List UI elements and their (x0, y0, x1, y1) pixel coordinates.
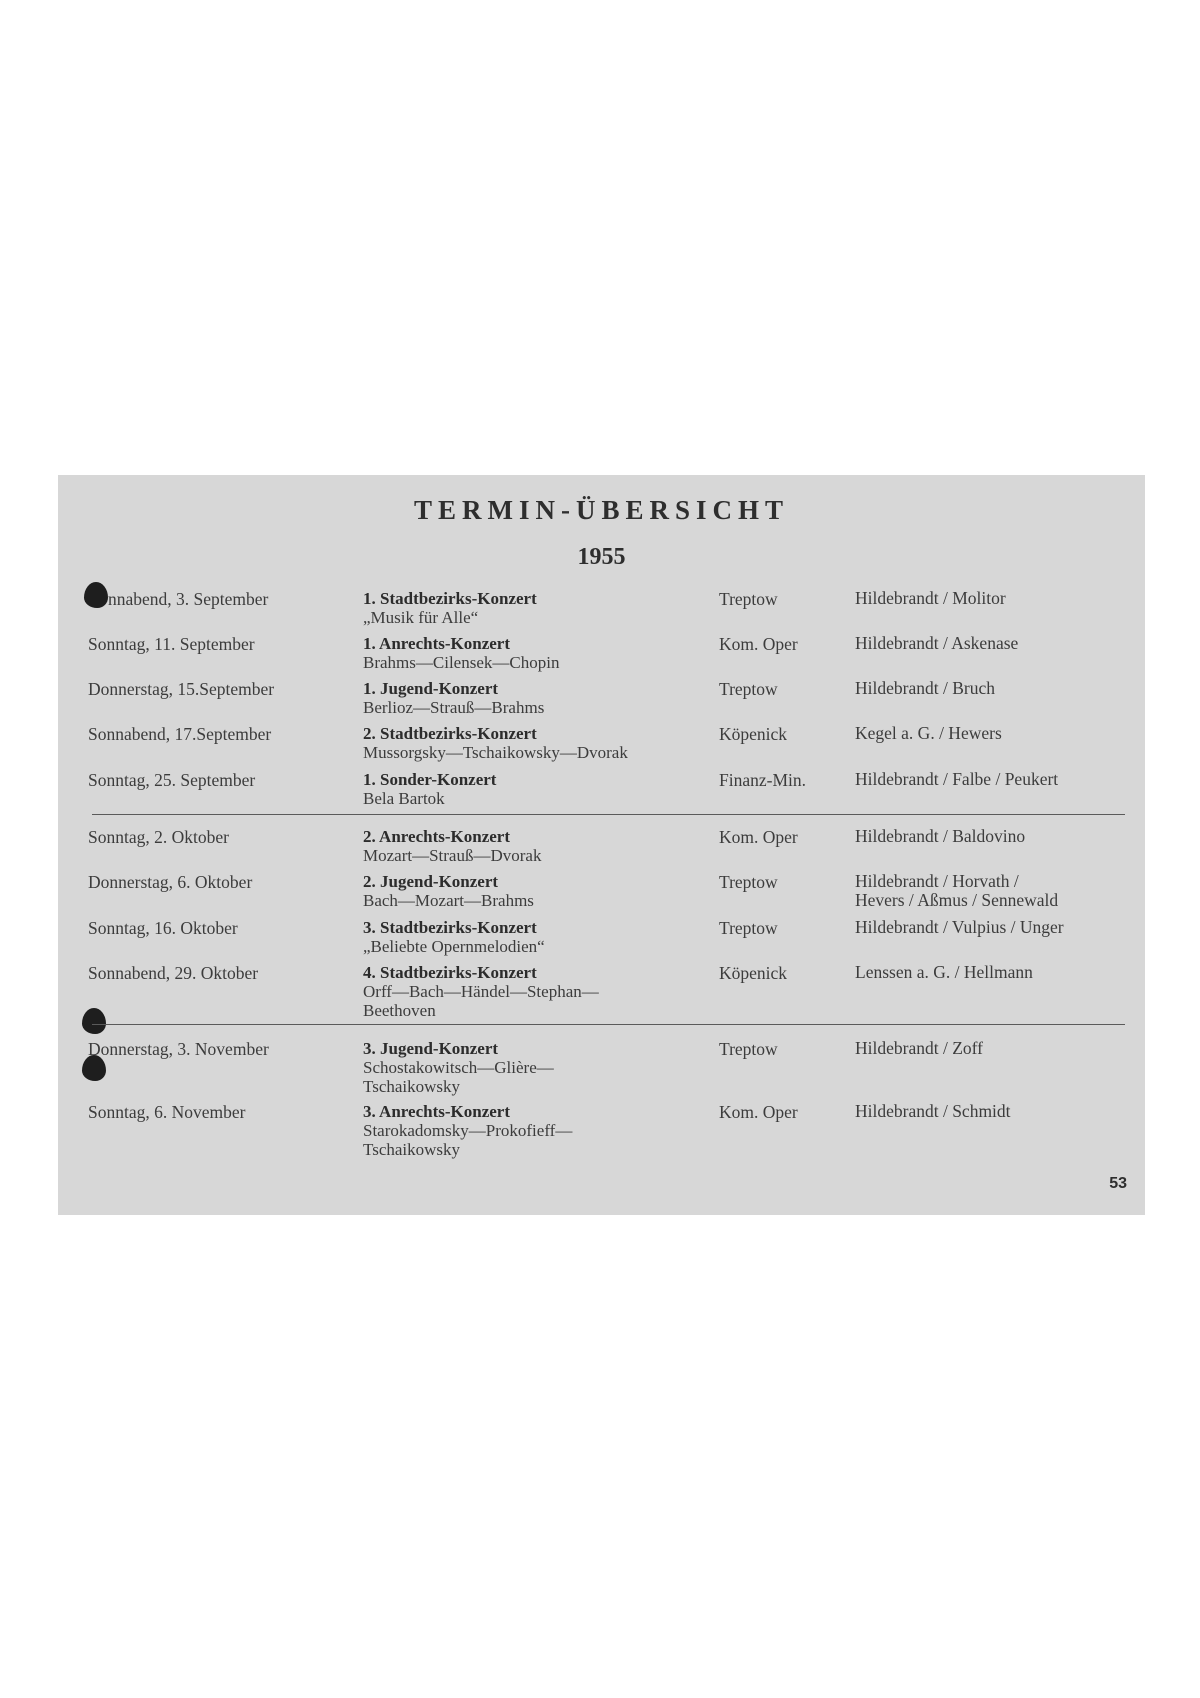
event-venue: Kom. Oper (719, 634, 798, 654)
event-venue: Finanz-Min. (719, 770, 807, 790)
event-venue: Treptow (719, 918, 778, 938)
concert-name: 3. Stadtbezirks-Konzert (363, 918, 537, 937)
event-date: Sonntag, 6. November (88, 1102, 246, 1122)
event-concert (363, 679, 703, 717)
event-artists: Hildebrandt / Molitor (855, 588, 1006, 608)
event-concert (363, 1102, 703, 1159)
event-artists: Hildebrandt / Vulpius / Unger (855, 917, 1064, 937)
schedule-row (58, 1102, 1145, 1162)
page-number: 53 (1109, 1175, 1127, 1192)
concert-name: 2. Stadtbezirks-Konzert (363, 724, 537, 743)
concert-program: „Beliebte Opernmelodien“ (363, 937, 545, 956)
event-date: Donnerstag, 3. November (88, 1039, 269, 1059)
event-date: Sonnabend, 17.September (88, 724, 272, 744)
event-concert (363, 827, 703, 865)
event-venue: Kom. Oper (719, 827, 798, 847)
event-concert (363, 1039, 703, 1096)
event-date: Sonnabend, 29. Oktober (88, 963, 259, 983)
event-venue: Treptow (719, 679, 778, 699)
event-venue: Köpenick (719, 724, 788, 744)
event-artists: Hildebrandt / Schmidt (855, 1101, 1011, 1121)
concert-program: Orff—Bach—Händel—Stephan— Beethoven (363, 982, 599, 1020)
section-divider (92, 814, 1125, 815)
event-date: nnabend, 3. September (108, 589, 269, 609)
event-concert (363, 634, 703, 672)
event-concert (363, 770, 703, 808)
event-artists: Lenssen a. G. / Hellmann (855, 962, 1033, 982)
event-artists: Hildebrandt / Bruch (855, 678, 995, 698)
concert-name: 3. Jugend-Konzert (363, 1039, 499, 1058)
event-artists: Hildebrandt / Baldovino (855, 826, 1026, 846)
concert-program: Starokadomsky—Prokofieff— Tschaikowsky (363, 1121, 573, 1159)
schedule-row (58, 770, 1145, 830)
concert-program: Brahms—Cilensek—Chopin (363, 653, 560, 672)
event-artists: Hildebrandt / Zoff (855, 1038, 983, 1058)
event-date: Sonntag, 25. September (88, 770, 256, 790)
concert-name: 1. Anrechts-Konzert (363, 634, 510, 653)
concert-name: 2. Jugend-Konzert (363, 872, 499, 891)
event-artists: Kegel a. G. / Hewers (855, 723, 1002, 743)
event-artists: Hildebrandt / Horvath / Hevers / Aßmus / Sennewald (855, 871, 1059, 910)
event-artists: Hildebrandt / Falbe / Peukert (855, 769, 1059, 789)
concert-program: Bach—Mozart—Brahms (363, 891, 534, 910)
event-concert (363, 963, 703, 1020)
event-venue: Köpenick (719, 963, 788, 983)
section-divider (92, 1024, 1125, 1025)
concert-name: 1. Jugend-Konzert (363, 679, 499, 698)
event-date: Sonntag, 2. Oktober (88, 827, 229, 847)
concert-program: Schostakowitsch—Glière— Tschaikowsky (363, 1058, 554, 1096)
concert-name: 1. Stadtbezirks-Konzert (363, 589, 537, 608)
schedule-row (58, 963, 1145, 1023)
concert-program: Mozart—Strauß—Dvorak (363, 846, 542, 865)
concert-program: „Musik für Alle“ (363, 608, 479, 627)
event-concert (363, 589, 703, 627)
schedule-page (58, 475, 1145, 1215)
page-title: TERMIN-ÜBERSICHT (413, 495, 790, 525)
page-year: 1955 (577, 544, 626, 570)
concert-name: 3. Anrechts-Konzert (363, 1102, 510, 1121)
event-date: Donnerstag, 15.September (88, 679, 275, 699)
concert-program: Mussorgsky—Tschaikowsky—Dvorak (363, 743, 628, 762)
schedule-row (58, 1039, 1145, 1099)
concert-name: 1. Sonder-Konzert (363, 770, 497, 789)
event-date: Sonntag, 16. Oktober (88, 918, 238, 938)
event-concert (363, 872, 703, 910)
concert-program: Bela Bartok (363, 789, 445, 808)
event-concert (363, 724, 703, 762)
concert-name: 4. Stadtbezirks-Konzert (363, 963, 537, 982)
event-venue: Treptow (719, 589, 778, 609)
event-venue: Treptow (719, 1039, 778, 1059)
event-date: Sonntag, 11. September (88, 634, 255, 654)
concert-program: Berlioz—Strauß—Brahms (363, 698, 545, 717)
event-artists: Hildebrandt / Askenase (855, 633, 1019, 653)
event-concert (363, 918, 703, 956)
event-venue: Kom. Oper (719, 1102, 798, 1122)
concert-name: 2. Anrechts-Konzert (363, 827, 510, 846)
event-venue: Treptow (719, 872, 778, 892)
event-date: Donnerstag, 6. Oktober (88, 872, 253, 892)
